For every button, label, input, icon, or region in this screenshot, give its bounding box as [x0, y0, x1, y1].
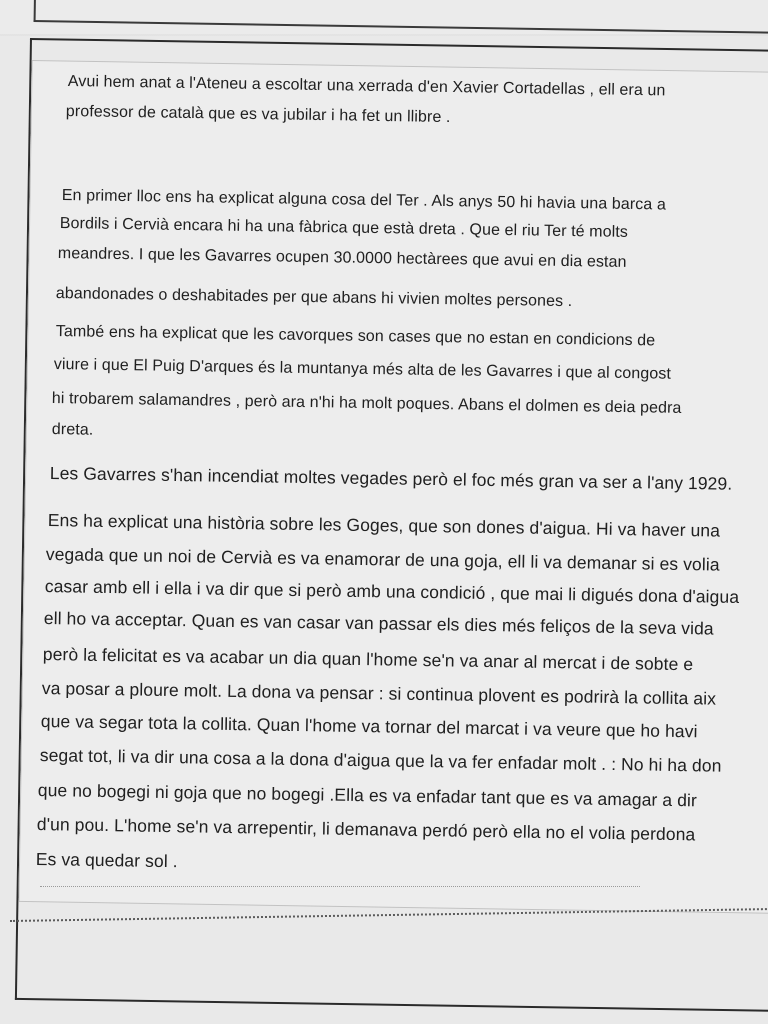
- text-line: vegada que un noi de Cervià es va enamorar de una goja, ell li va demanar si es volia: [45, 544, 720, 575]
- text-line: Les Gavarres s'han incendiat moltes vegades però el foc més gran va ser a l'any 1929.: [49, 463, 733, 494]
- text-line: segat tot, li va dir una cosa a la dona d'aigua que la va fer enfadar molt . : No hi ha don: [39, 745, 722, 776]
- text-line: meandres. I que les Gavarres ocupen 30.0000 hectàrees que avui en dia estan: [57, 244, 627, 271]
- text-line: viure i que El Puig D'arques és la muntanya més alta de les Gavarres i que al congost: [53, 355, 672, 383]
- text-line: però la felicitat es va acabar un dia quan l'home se'n va anar al mercat i de sobte e: [42, 644, 694, 675]
- text-line: Bordils i Cervià encara hi ha una fàbrica que està dreta . Que el riu Ter té molts: [59, 214, 629, 241]
- text-line: Avui hem anat a l'Ateneu a escoltar una xerrada d'en Xavier Cortadellas , ell era un: [67, 72, 666, 100]
- text-line: Es va quedar sol .: [35, 849, 178, 872]
- text-line: que no bogegi ni goja que no bogegi .Ella es va enfadar tant que es va amagar a dir: [37, 780, 698, 811]
- text-line: En primer lloc ens ha explicat alguna cosa del Ter . Als anys 50 hi havia una barca a: [61, 186, 667, 214]
- text-line: d'un pou. L'home se'n va arrepentir, li demanava perdó però ella no el volia perdona: [36, 814, 696, 845]
- text-line: ell ho va acceptar. Quan es van casar van passar els dies més feliços de la seva vida: [43, 608, 714, 639]
- text-line: professor de català que es va jubilar i ha fet un llibre .: [65, 102, 451, 127]
- text-line: hi trobarem salamandres , però ara n'hi ha molt poques. Abans el dolmen es deia pedra: [51, 389, 682, 417]
- text-line: També ens ha explicat que les cavorques son cases que no estan en condicions de: [55, 322, 656, 350]
- text-line: abandonades o deshabitades per que abans hi vivien moltes persones .: [55, 284, 573, 311]
- text-line: Ens ha explicat una història sobre les Goges, que son dones d'aigua. Hi va haver una: [47, 510, 721, 541]
- text-line: dreta.: [51, 420, 94, 439]
- text-line: que va segar tota la collita. Quan l'home va tornar del marcat i va veure que ho havi: [40, 711, 698, 742]
- text-line: casar amb ell i ella i va dir que si però amb una condició , que mai li digués dona d'aigua: [44, 576, 740, 607]
- text-line: va posar a ploure molt. La dona va pensar : si continua plovent es podrirà la collita aix: [41, 678, 717, 709]
